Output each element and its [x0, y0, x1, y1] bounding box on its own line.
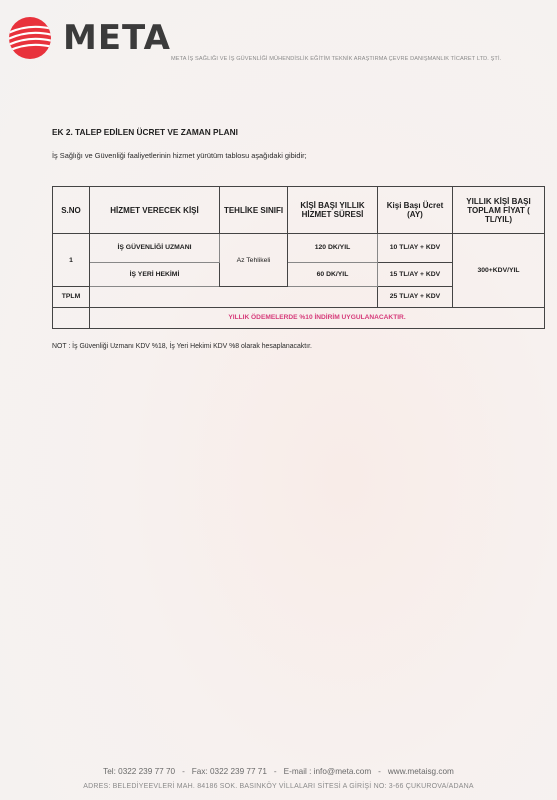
header-annual-duration: KİŞİ BAŞI YILLIK HİZMET SÜRESİ	[288, 187, 378, 234]
footer-website: www.metaisg.com	[387, 767, 454, 776]
person-cell: İŞ GÜVENLİĞİ UZMANI	[90, 234, 220, 262]
footer-fax: Fax: 0322 239 77 71	[191, 767, 267, 776]
total-label: TPLM	[53, 286, 90, 307]
danger-class-cell: Az Tehlikeli	[220, 234, 288, 286]
header-danger-class: TEHLİKE SINIFI	[220, 187, 288, 234]
table-header-row	[53, 187, 545, 234]
row-number: 1	[53, 234, 90, 286]
discount-note: YILLIK ÖDEMELERDE %10 İNDİRİM UYGULANACAKTIR.	[90, 307, 545, 328]
duration-cell: 60 DK/YIL	[288, 262, 378, 286]
footer-contacts: Tel: 0322 239 77 70 - Fax: 0322 239 77 71 - E-mail : info@meta.com - www.metaisg.com	[103, 767, 454, 776]
annual-total-cell: 300+KDV/YIL	[453, 234, 545, 307]
total-fee-cell: 25 TL/AY + KDV	[378, 286, 453, 307]
person-cell: İŞ YERİ HEKİMİ	[90, 262, 220, 286]
duration-cell: 120 DK/YIL	[288, 234, 378, 262]
intro-text: İş Sağlığı ve Güvenliği faaliyetlerinin hizmet yürütüm tablosu aşağıdaki gibidir;	[52, 151, 307, 160]
company-name: META İŞ SAĞLIĞI VE İŞ GÜVENLİĞİ MÜHENDİSLİK EĞİTİM TEKNİK ARAŞTIRMA ÇEVRE DANIŞMANLIK TİCARET LTD. ŞTİ.	[171, 56, 502, 62]
footer-address: ADRES: BELEDİYEEVLERİ MAH. 84186 SOK. BASINKÖY VİLLALARI SİTESİ A GİRİŞİ NO: 3-66 ÇUKUROVA/ADANA	[83, 783, 474, 790]
header-sno: S.NO	[53, 187, 90, 234]
meta-logo-icon	[8, 16, 56, 60]
fee-cell: 10 TL/AY + KDV	[378, 234, 453, 262]
footer-tel: Tel: 0322 239 77 70	[103, 767, 176, 776]
header-person: HİZMET VERECEK KİŞİ	[90, 187, 220, 234]
discount-row	[53, 307, 545, 328]
letterhead	[8, 14, 548, 64]
logo-wordmark: META	[63, 18, 171, 58]
header-monthly-fee: Kişi Başı Ücret (AY)	[378, 187, 453, 234]
fee-schedule-table	[52, 186, 545, 329]
total-blank-cell	[90, 286, 378, 307]
footer-email: E-mail : info@meta.com	[283, 767, 372, 776]
fee-cell: 15 TL/AY + KDV	[378, 262, 453, 286]
vat-note: NOT : İş Güvenliği Uzmanı KDV %18, İş Yeri Hekimi KDV %8 olarak hesaplanacaktır.	[52, 343, 312, 350]
table-row	[53, 234, 545, 262]
header-annual-total: YILLIK KİŞİ BAŞI TOPLAM FİYAT ( TL/YIL)	[453, 187, 545, 234]
section-title: EK 2. TALEP EDİLEN ÜCRET VE ZAMAN PLANI	[52, 127, 238, 137]
discount-blank-cell	[53, 307, 90, 328]
